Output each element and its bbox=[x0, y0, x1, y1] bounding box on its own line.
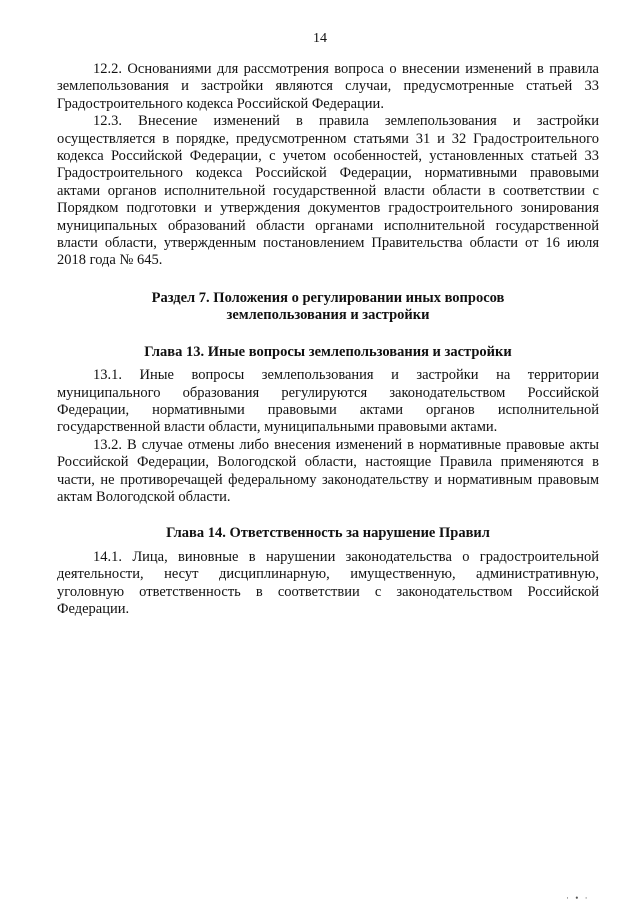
chapter-13-heading: Глава 13. Иные вопросы землепользования и застройки bbox=[144, 343, 512, 360]
section-7-heading-line-1: Раздел 7. Положения о регулировании иных вопросов bbox=[151, 289, 505, 306]
chapter-14-heading: Глава 14. Ответственность за нарушение Правил bbox=[166, 525, 490, 542]
paragraph-12-3: 12.3. Внесение изменений в правила землепользования и застройки осуществляется в порядке, предусмотренном статьями 31 и 32 Градостроительного кодекса Российской Федерации, с учетом особенностей, установленных статьей 33 Градостроительного кодекса Российской Федерации, нормативными правовыми актами органов исполнительной государственной власти области в соответствии с Порядком подготовки и утверждения документов градостроительного зонирования муниципальных образований области органами исполнительной государственной власти области, утвержденным постановлением Правительства области от 16 июля 2018 года № 645. bbox=[57, 113, 599, 269]
footer-mark: · • · bbox=[566, 893, 590, 903]
section-7-heading-line-2: землепользования и застройки bbox=[226, 307, 430, 324]
paragraph-13-1: 13.1. Иные вопросы землепользования и застройки на территории муниципального образования регулируются законодательством Российской Федерации, нормативными правовыми актами органов исполнительной государственной власти области, муниципальными правовыми актами. bbox=[57, 367, 599, 436]
paragraph-12-2: 12.2. Основаниями для рассмотрения вопроса о внесении изменений в правила землепользования и застройки являются случаи, предусмотренные статьей 33 Градостроительного кодекса Российской Федерации. bbox=[57, 61, 599, 112]
section-7-heading bbox=[57, 290, 599, 325]
page-number: 14 bbox=[313, 31, 327, 46]
paragraph-13-2: 13.2. В случае отмены либо внесения изменений в нормативные правовые акты Российской Федерации, Вологодской области, настоящие Правила применяются в части, не противоречащей федеральному законодательству и нормативным правовым актам Вологодской области. bbox=[57, 436, 599, 505]
document-body bbox=[57, 61, 599, 618]
paragraph-14-1: 14.1. Лица, виновные в нарушении законодательства о градостроительной деятельности, несут дисциплинарную, имущественную, административную, уголовную ответственность в соответствии с законодательством Российской Федерации. bbox=[57, 548, 599, 617]
